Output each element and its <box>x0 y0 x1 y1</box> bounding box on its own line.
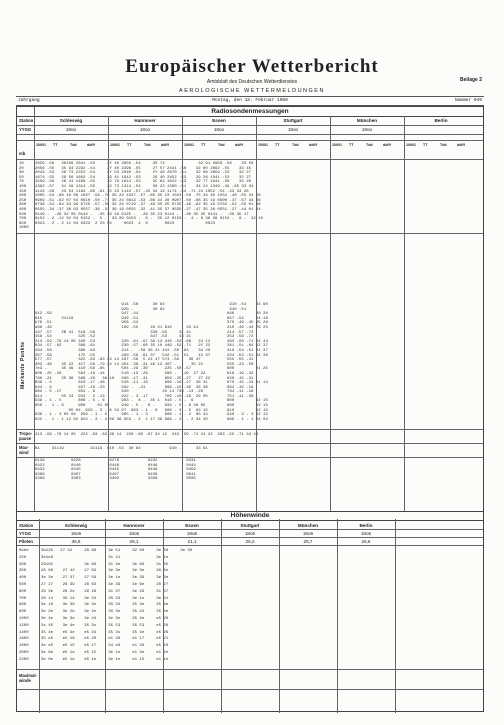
data-line: 158 -54 325 -52 347 -53 34 21 253 -56 -72 <box>35 335 254 340</box>
data-line: d96 -49 109 -55 28 31 910 33 91 210 -46 -44 29 23 <box>35 325 268 330</box>
code-label: Tdd <box>366 143 373 147</box>
hoehen-yygg: 18o6 <box>186 531 198 536</box>
code-label: 10001 <box>406 143 416 147</box>
column-divider <box>330 116 331 511</box>
hoehen-row: 3e e5 e5 15 e5 17 34 e9 e1 26 e5 20 <box>41 644 169 649</box>
divider <box>17 545 483 546</box>
data-line: 920 - 30 62 940 -51 <box>35 307 247 312</box>
station-name: Berlin <box>434 118 448 123</box>
hoehen-row: 29102 3e 68 31 4e 3e 86 3s 85 <box>41 562 169 567</box>
hoehen-level: 350 <box>19 569 27 574</box>
radio-banner: Radiosondenmessungen <box>17 107 483 117</box>
level-value: 150 <box>19 189 27 194</box>
issue-number: Nummer 049 <box>454 98 482 103</box>
level-value: 250 <box>19 198 27 203</box>
hoehen-level-column <box>19 548 29 664</box>
code-label: 10001 <box>258 143 268 147</box>
divider <box>17 443 483 444</box>
hoehen-level: 400 <box>19 576 27 581</box>
code-label: TT <box>275 143 280 147</box>
data-line: B39 - 5 610 -17 -48 528 -11 -19 609 -16 -27 36 31 670 -15 -23 01 14 <box>35 381 268 386</box>
hoehen-yygg: 18o6 <box>128 531 140 536</box>
hoehen-row: 3e 16 3e 39 3e 3e 3S 34 35 3e 35 4e <box>41 603 169 608</box>
piloten-value: 25,7 <box>303 539 313 544</box>
code-label: dd/ff <box>309 143 317 147</box>
hoehen-level: 1600 <box>19 637 29 642</box>
data-line: 950 - 1 - 6 906 01 05 949 - 5 - 6 - 834 - 5 - 8 26 05 860 32 15 <box>35 404 268 409</box>
hoehen-row: 3b125 27 42 28 68 3e 51 32 90 3e 68 3e 30 <box>41 549 193 553</box>
page-title: Europäischer Wetterbericht <box>125 56 379 77</box>
level-value: 500 <box>19 212 27 217</box>
data-line: 0909 -51 -62 07 04 0910 -50 -71 35 24 0913 -53 -66 34 28 0907 -50 -68 35 19 0900 -47 -67 34 46 <box>35 198 261 203</box>
markante-punkte-block <box>35 303 268 422</box>
hoehen-row: 3e1e9 31 41 3e 1e <box>41 555 169 560</box>
code-label: Tdd <box>144 143 151 147</box>
hoehen-yygg-label: YYGG <box>19 531 32 536</box>
jahrgang-label: Jahrgang <box>18 98 40 103</box>
code-label: Tdd <box>218 143 225 147</box>
level-value: 400 <box>19 207 27 212</box>
piloten-label: Piloten <box>19 539 33 544</box>
code-label: TT <box>201 143 206 147</box>
data-line: 0555 -34 -37 36 03 0557 -36 -31 36 19 0555 -32 -41 35 37 0555 -27 -47 35 26 0551 -27 -44 01 34 <box>35 207 261 212</box>
hoehen-row: 3e 4e 3e 3e 3e 44 3e 3e 35 4e e5 26 <box>41 616 169 621</box>
hoehen-level: Höhe <box>19 549 29 553</box>
hoehen-station-name: München <box>297 523 319 528</box>
data-line: 7e3 - 35 49 410 -58 -85 504 -29 -30 225 -50 -57 600 01 25 <box>35 367 268 372</box>
tropopause-row: 213 -58 -76 14 05 222 -63 -83 26 14 220 -60 -67 34 12 243 -59 -74 24 22 263 -55 -71 34 44 <box>35 433 259 437</box>
station-yygg: 18oo <box>213 127 225 132</box>
maxwind-row: B1 31119 31119 910 -54 30 84 910 - 33 91 <box>35 447 208 451</box>
data-line: 294 -58 396 -64 214 - -58 36 21 441 -50 -62 34 20 319 -54 -51 01 37 <box>35 348 268 353</box>
code-label: dd/ff <box>87 143 95 147</box>
main-table <box>16 106 484 712</box>
column-divider <box>34 107 35 511</box>
hoehen-row: 35 e5 e5 19 e5 20 e1 26 e1 17 e5 21 <box>41 637 169 642</box>
code-label: Tdd <box>440 143 447 147</box>
section-title: AEROLOGISCHE WETTERMELDUNGEN <box>179 88 325 94</box>
data-line: 577 -57 322 -63 -83 34 14 297 -59 5 24 47 574 -56 - 36 47 555 -55 -41 <box>35 358 254 363</box>
data-line: 844 - 9 637 -16 -23 592 - -21 698 -15 -30 36 36 662 -15 -19 <box>35 385 254 390</box>
data-line: 2043 -53 29 73 2252 -54 2Y 53 2040 -54 2Y 40 2670 -51 32 86 2659 -52 34 27 <box>35 171 252 176</box>
data-line: 914 - 05 34 934 - 2 -13 922 - 3 -17 7H9 -10 -18 29 05 751 -11 -30 <box>35 394 254 399</box>
tropopause-label: Tropo-pause <box>19 431 33 441</box>
yygg-label: YYGG <box>19 127 32 132</box>
divider <box>17 134 483 135</box>
data-line: 906 -25 -29 564 -19 -44 510 -13 -29 590 - -19 27 22 618 -19 -32 <box>35 371 254 376</box>
code-label: TT <box>53 143 58 147</box>
data-line: 05 04 929 - 3 - 6 34 07 963 - 1 - 0 900 - 3 - 5 02 15 910 32 15 <box>35 408 268 413</box>
column-divider <box>221 519 222 713</box>
column-divider <box>279 519 280 713</box>
hoehen-station-name: Stuttgart <box>240 523 260 528</box>
column-divider <box>105 519 106 713</box>
hoehen-row: 3s 45 3e 4e 35 3s 35 53 35 53 e5 26 <box>41 623 169 628</box>
data-line: 914 -56 30 84 910 -54 33 90 <box>35 303 268 307</box>
piloten-value: 36,6 <box>71 539 81 544</box>
column-divider <box>182 116 183 511</box>
minor-groups-block <box>35 459 196 482</box>
station-name: Schleswig <box>59 118 83 123</box>
divider <box>17 159 483 160</box>
hoehen-station-label: Station <box>19 523 34 528</box>
data-line: 0422 0448 0448 0448 0444 <box>35 463 196 468</box>
hoehen-station-name: Essen <box>185 523 199 528</box>
data-line: 1144 -58 23 54 1164 -60 -81 35 23 1144 -57 -45 34 13 1174 -54 -71 24 1052 -54 -43 34 26 <box>35 189 249 194</box>
divider <box>17 429 483 430</box>
hoehen-level: 2000 <box>19 650 29 655</box>
standard-levels-block <box>35 162 263 226</box>
divider <box>17 529 483 530</box>
data-line: 0736 -54 -64 34 99 0725 -57 -59 35 24 0719 -37 -49 35 25 0725 -46 -62 35 19 0702 -52 -55 01 36 <box>35 203 261 208</box>
station-yygg: 18oo <box>361 127 373 132</box>
code-label: 10001 <box>110 143 120 147</box>
maximalwinde-label: Maximal-winde <box>19 673 37 683</box>
data-line: 1005 -54 -68 10 09 1027 -58 -76 35 22 1027 -57 -85 35 13 1023 -50 -75 34 3S 1034 -40 -55 34 28 <box>35 194 261 199</box>
hoehen-banner: Höhenwinde <box>17 511 483 521</box>
data-line: 0149 - -26 32 05 0144 - -35 36 19 0125 - -29 35 23 0144 - -30 35 35 0141 - -30 35 17 <box>35 212 249 217</box>
station-yygg: 18oo <box>139 127 151 132</box>
divider <box>17 669 483 670</box>
hoehen-level: 2200 <box>19 657 29 662</box>
level-value: 850 <box>19 221 27 226</box>
station-name: Hannover <box>134 118 156 123</box>
piloten-value: 25,2 <box>245 539 255 544</box>
hoehen-level: 800 <box>19 603 27 608</box>
beilage-label: Beilage 2 <box>460 77 482 83</box>
data-line: 403 -49 35 22 417 -59 -79 24 14 454 -38 -31 46 12 407 - - 35 22 555 -23 -50 <box>35 362 254 367</box>
station-label: Station <box>19 118 34 123</box>
column-divider <box>404 116 405 511</box>
divider <box>17 457 483 458</box>
hoehen-level: 1200 <box>19 623 29 628</box>
data-line: 780 -21 35 36 599 -46 36 10 500 -17 -31 656 -25 -27 27 22 620 -15 -31 <box>35 376 254 381</box>
hoehen-row: 3e 8e e5 1e e5 15 3e 1e e1 3e e1 2e <box>41 650 169 655</box>
hoehen-row: 28 14 3S 14 3e 34 3S 33 3e 1e 3e 41 <box>41 596 169 601</box>
code-label: dd/ff <box>161 143 169 147</box>
data-line: 3306 3303 3303 3306 0505 <box>35 477 196 482</box>
divider <box>17 125 483 126</box>
code-label: Tdd <box>292 143 299 147</box>
hoehen-row: 35 4e e5 3e e5 34 35 3s 35 4e e5 26 <box>41 630 169 635</box>
hoehen-station-name: Schleswig <box>64 523 88 528</box>
data-line: 357 -58 175 -55 290 -56 -61 37 542 -51 -51 42 37 324 -53 -51 34 36 <box>35 353 268 358</box>
divider <box>17 140 483 141</box>
hoehen-station-name: Berlin <box>359 523 373 528</box>
level-value: 30 <box>19 171 24 176</box>
issue-date: Montag, den 18. Februar 1960 <box>212 98 288 103</box>
piloten-value: 26,6 <box>361 539 371 544</box>
data-line: 615 31119 949 -51 957 -52 34 18 <box>35 316 268 321</box>
data-line: B34 -57 -62 396 -61 230 -57 -66 35 10 449 -52 -71 2Y 22 261 -51 -64 32 37 <box>35 344 268 349</box>
level-value: 700 <box>19 217 27 222</box>
hoehen-yygg: 18o6 <box>302 531 314 536</box>
code-label: dd/ff <box>235 143 243 147</box>
level-column <box>19 162 29 231</box>
hoehen-level: 1400 <box>19 630 29 635</box>
hoehen-level: 300 <box>19 562 27 567</box>
maxwind-label: Max-wind <box>19 445 29 455</box>
column-divider <box>256 116 257 511</box>
data-line: 213 -59 -79 14 05 330 -53 220 -61 -67 3A 12 410 -53 -68 24 12 263 -50 -71 34 44 <box>35 339 268 344</box>
level-value: 1000 <box>19 226 29 231</box>
station-yygg: 18oo <box>287 127 299 132</box>
station-name: Essen <box>212 118 226 123</box>
hoehen-row: 3e 2e 3e 2b 3e 2e 3S 3e 35 42 35 4e <box>41 610 169 615</box>
hoehen-rows-block <box>41 548 192 664</box>
code-label: dd/ff <box>383 143 391 147</box>
code-label: dd/ff <box>457 143 465 147</box>
hoehen-level: 1000 <box>19 616 29 621</box>
hoehen-yygg: 18o6 <box>244 531 256 536</box>
piloten-value: 29,1 <box>129 539 139 544</box>
data-line: 0152 - 2 -12 02 04 0152 - 5 - 33 09 0153 - 6 - 35 12 0153 - 4 - 8 36 26 0154 - 8 - 32 15 <box>35 217 264 222</box>
hoehen-row: 27 27 26 39 28 63 3e 39 3e 6e 28 27 <box>41 582 169 587</box>
data-line: 0323 - 2 - 2 11 04 0323 2 23 05 0023 4 0 0023 0023 <box>35 221 216 226</box>
station-name: München <box>356 118 378 123</box>
level-value: 300 <box>19 203 27 208</box>
piloten-value: 21,1 <box>187 539 197 544</box>
data-line: 147 -57 2B 41 518 -56 330 -55 31 41 214 -57 -72 <box>35 330 254 335</box>
column-divider <box>337 519 338 713</box>
data-line: 912 -59 947 -44 846 30 20 <box>35 312 268 317</box>
data-line: 2056 -55 35 94 2292 -54 2Y 40 2296 -55 27 57 2441 -56 32 80 2692 -55 33 45 <box>35 166 252 171</box>
divider <box>17 689 483 690</box>
hoehen-level: 900 <box>19 610 27 615</box>
level-value: 100 <box>19 184 27 189</box>
data-line: 1599 -59 26 41 1409 -55 32 79 1614 -53 3C 62 1622 -53 32 77 1941 -59 33 20 <box>35 180 252 185</box>
data-line: 1674 -55 29 56 1862 -54 29 41 1942 -53 29 40 2452 -53 29 26 1941 -52 32 27 <box>35 175 252 180</box>
hoehen-station-name: Hannover <box>123 523 145 528</box>
level-value: 10 <box>19 162 24 166</box>
level-value: 50 <box>19 175 24 180</box>
mb-label: mb <box>19 151 26 156</box>
hoehen-row: 3e 3e 27 37 27 58 3e 1e 3e 39 3e 6e <box>41 576 169 581</box>
hoehen-level: 500 <box>19 582 27 587</box>
code-label: Tdd <box>70 143 77 147</box>
data-line: 0138 0228 0278 0232 0331 <box>35 459 196 463</box>
data-line: b79 -51 958 -52 370 -49 -45 35 29 <box>35 321 268 326</box>
hoehen-level: 600 <box>19 589 27 594</box>
issue-line <box>16 96 484 106</box>
hoehen-level: 700 <box>19 596 27 601</box>
code-label: TT <box>127 143 132 147</box>
hoehen-row: 29 3e 28 2e 29 29 31 37 3e 29 31 37 <box>41 589 169 594</box>
data-line: 922 - 1 - 1 12 02 922 - 3 - 2 06 36 953 - 4 1 17 36 988 - 3 - 2 34 20 969 - 1 - 1 34 02 <box>35 417 268 422</box>
hoehen-row: 28 86 27 42 27 63 3e 3e 3e 3e 28 6e <box>41 569 169 574</box>
station-name: Stuttgart <box>283 118 303 123</box>
page-subtitle: Amtsblatt des Deutschen Wetterdienstes <box>206 79 298 85</box>
column-divider <box>163 519 164 713</box>
column-divider <box>108 116 109 511</box>
hoehen-level: 1800 <box>19 644 29 649</box>
hoehen-yygg: 18o6 <box>360 531 372 536</box>
hoehen-yygg: 18o6 <box>70 531 82 536</box>
data-line: 0468 0407 0407 0439 0911 <box>35 472 196 477</box>
code-label: TT <box>349 143 354 147</box>
data-line: 1392 -57 31 19 1314 -55 32 73 1314 -54 30 23 1390 -51 34 22 1349 -49 -65 33 34 <box>35 184 254 189</box>
column-divider <box>39 519 40 713</box>
code-label: 10001 <box>184 143 194 147</box>
hoehen-row: 3e 0e e5 1e e5 1e 3e 1e e1 15 e1 1e <box>41 657 169 662</box>
hoehen-level: 250 <box>19 555 27 560</box>
code-label: 10001 <box>36 143 46 147</box>
level-value: 200 <box>19 194 27 199</box>
data-line: 939 - 1 - 3 05 04 959 - 1 - 5 965 - 1 - 3 908 - 1 - 2 05 24 940 - 3 - 3 32 12 <box>35 413 268 418</box>
level-value: 20 <box>19 166 24 171</box>
station-yygg: 18oo <box>65 127 77 132</box>
divider <box>17 233 483 234</box>
data-line: 0433 0445 0445 0448 0459 <box>35 468 196 473</box>
level-value: 70 <box>19 180 24 185</box>
divider <box>17 537 483 538</box>
code-label: TT <box>423 143 428 147</box>
data-line: 26Z9 -56 36109 2641 -55 2Y 40 2650 -54 3S 72 32 91 2959 -58 33 50 <box>35 162 254 166</box>
markante-punkte-label: Markante Punkte <box>20 341 26 389</box>
column-divider <box>395 519 396 713</box>
data-line: 882 - 5 -17 654 - 9 640 2S 14 736 -13 -28 734 -11 -18 <box>35 390 254 395</box>
code-label: 10001 <box>332 143 342 147</box>
data-line: 939 - 1 - 5 806 - 5 - 6 963 - 8 - 35 1 816 - 5 - 6 800 32 15 <box>35 399 268 404</box>
